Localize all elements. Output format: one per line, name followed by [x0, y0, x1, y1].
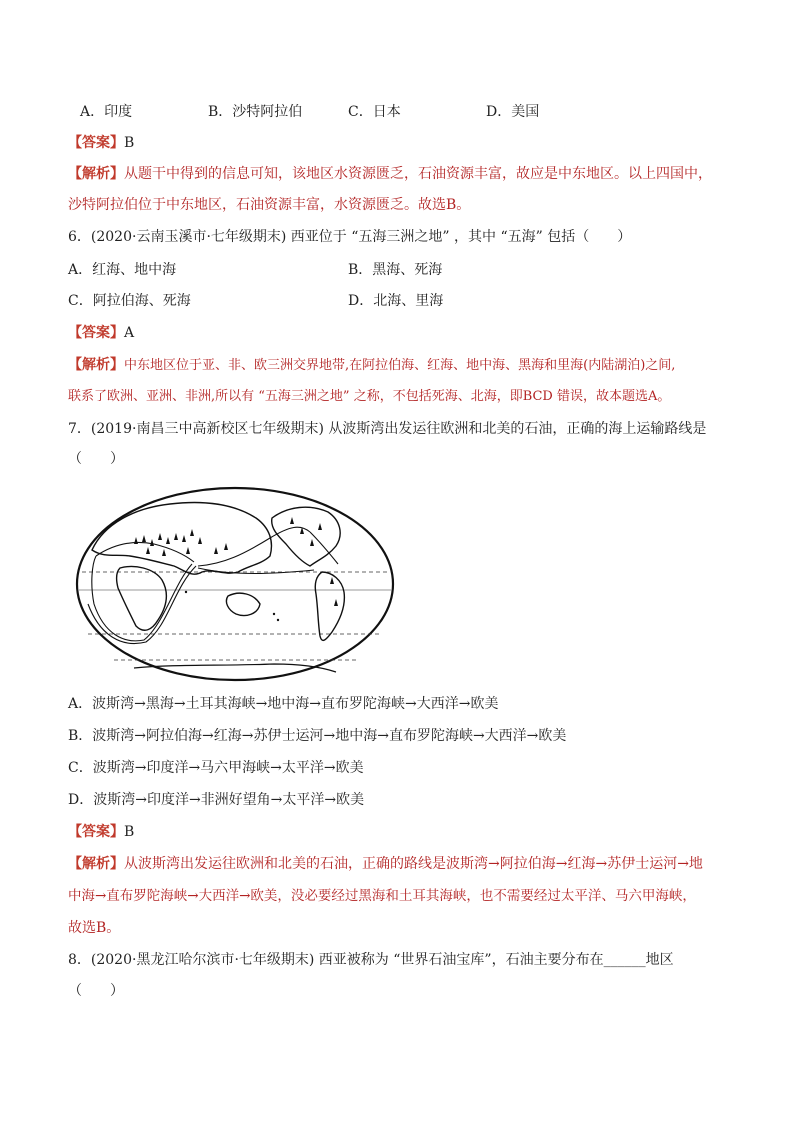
- q6-stem: 6．(2020·云南玉溪市·七年级期末) 西亚位于 “五海三洲之地” ，其中 “五海” 包括（ ）: [68, 229, 632, 245]
- q7-analysis-line-2: 中海→直布罗陀海峡→大西洋→欧美，没必要经过黑海和土耳其海峡，也不需要经过太平洋、马六甲海峡，: [68, 888, 696, 904]
- q5-answer-line: [68, 134, 134, 152]
- q6-answer-line: [68, 324, 134, 342]
- q7-option-a[interactable]: A．波斯湾→黑海→土耳其海峡→地中海→直布罗陀海峡→大西洋→欧美: [68, 696, 499, 712]
- q6-option-b[interactable]: B．黑海、死海: [348, 262, 443, 278]
- q5-option-d[interactable]: D．美国: [486, 104, 540, 120]
- q7-option-c[interactable]: C．波斯湾→印度洋→马六甲海峡→太平洋→欧美: [68, 760, 364, 776]
- answer-tag: 【答案】: [68, 325, 124, 341]
- analysis-tag: 【解析】: [68, 357, 124, 373]
- q6-option-d[interactable]: D．北海、里海: [348, 293, 444, 309]
- q6-answer: A: [124, 325, 135, 341]
- q7-analysis-line-1: [68, 855, 703, 873]
- q5-option-a[interactable]: A．印度: [80, 104, 133, 120]
- q8-stem-line-2: （ ）: [68, 983, 124, 999]
- q7-analysis-line-3: 故选B。: [68, 920, 121, 936]
- q6-analysis-line-2: 联系了欧洲、亚洲、非洲,所以有 “五海三洲之地” 之称，不包括死海、北海，即BCD 错误，故本题选A。: [68, 389, 671, 404]
- q6-option-c[interactable]: C．阿拉伯海、死海: [68, 293, 191, 309]
- q5-analysis-line-1: [68, 165, 712, 183]
- analysis-tag: 【解析】: [68, 856, 124, 872]
- q6-option-a[interactable]: A．红海、地中海: [68, 262, 177, 278]
- q5-analysis-line-2: 沙特阿拉伯位于中东地区，石油资源丰富，水资源匮乏。故选B。: [68, 197, 471, 213]
- q7-stem-line-2: （ ）: [68, 451, 124, 467]
- q7-option-d[interactable]: D．波斯湾→印度洋→非洲好望角→太平洋→欧美: [68, 792, 365, 808]
- answer-tag: 【答案】: [68, 824, 124, 840]
- q7-analysis-text-1: 从波斯湾出发运往欧洲和北美的石油，正确的路线是波斯湾→阿拉伯海→红海→苏伊士运河→地: [124, 856, 703, 872]
- q5-analysis-text-1: 从题干中得到的信息可知，该地区水资源匮乏，石油资源丰富，故应是中东地区。以上四国中，: [124, 166, 712, 182]
- q5-option-b[interactable]: B．沙特阿拉伯: [208, 104, 303, 120]
- q7-answer-line: [68, 823, 134, 841]
- q8-stem-line-1: 8．(2020·黑龙江哈尔滨市·七年级期末) 西亚被称为 “世界石油宝库”，石油主要分布在______地区: [68, 952, 674, 968]
- world-map-figure: [74, 484, 396, 684]
- island-mark: [273, 613, 275, 615]
- island-mark: [185, 591, 187, 593]
- analysis-tag: 【解析】: [68, 166, 124, 182]
- q5-answer: B: [124, 135, 135, 151]
- q6-analysis-text-1: 中东地区位于亚、非、欧三洲交界地带,在阿拉伯海、红海、地中海、黑海和里海(内陆湖泊)之间,: [124, 358, 676, 373]
- q6-analysis-line-1: [68, 356, 675, 375]
- q7-stem-line-1: 7．(2019·南昌三中高新校区七年级期末) 从波斯湾出发运往欧洲和北美的石油，正确的海上运输路线是: [68, 421, 707, 437]
- q5-option-c[interactable]: C．日本: [348, 104, 401, 120]
- island-mark: [277, 619, 279, 621]
- answer-tag: 【答案】: [68, 135, 124, 151]
- q7-option-b[interactable]: B．波斯湾→阿拉伯海→红海→苏伊士运河→地中海→直布罗陀海峡→大西洋→欧美: [68, 728, 567, 744]
- q7-answer: B: [124, 824, 135, 840]
